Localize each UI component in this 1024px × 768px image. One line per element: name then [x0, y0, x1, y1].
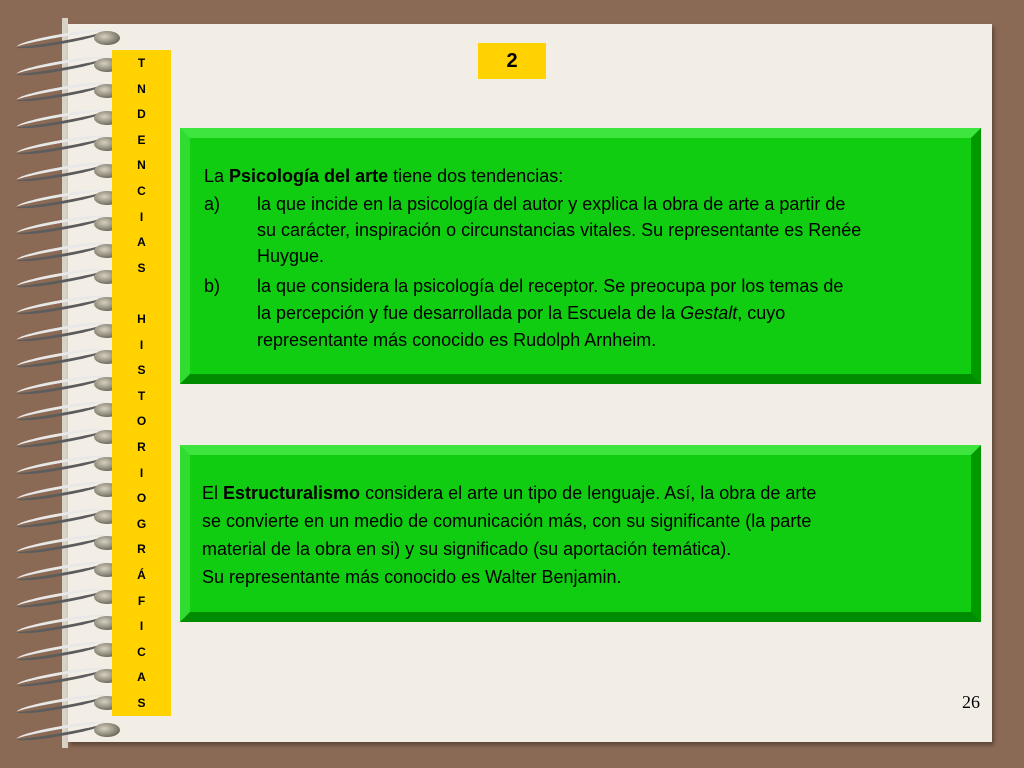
gestalt-term: Gestalt: [680, 303, 738, 323]
banner-letter: I: [139, 209, 144, 224]
spiral-ring: [16, 427, 114, 449]
banner-letter: S: [137, 363, 146, 378]
item-b-line2: la percepción y fue desarrollada por la Escuela de la Gestalt, cuyo: [257, 303, 786, 323]
banner-letter: R: [137, 440, 146, 454]
spiral-ring: [16, 374, 114, 396]
spiral-ring: [16, 214, 114, 236]
ring-wire: [16, 159, 106, 184]
spiral-ring: [16, 507, 114, 529]
spiral-ring: [16, 267, 114, 289]
banner-letter: A: [137, 235, 146, 250]
estructuralismo-line1: El Estructuralismo considera el arte un tipo de lenguaje. Así, la obra de arte: [202, 483, 817, 503]
psicologia-intro: La Psicología del arte tiene dos tendencias:: [204, 166, 564, 186]
ring-wire: [16, 399, 106, 424]
banner-letter: O: [136, 414, 147, 429]
spiral-ring: [16, 720, 114, 742]
spiral-ring: [16, 400, 114, 422]
ring-wire: [16, 186, 106, 211]
banner-letter: I: [139, 619, 144, 634]
banner-letter: T: [137, 56, 146, 70]
banner-letter: C: [137, 644, 146, 659]
ring-wire: [16, 478, 106, 503]
ring-wire: [16, 345, 106, 370]
spiral-ring: [16, 347, 114, 369]
item-b-line3: representante más conocido es Rudolph Arnheim.: [257, 330, 657, 350]
ring-hole: [94, 31, 120, 45]
ring-wire: [16, 638, 106, 663]
estructuralismo-line3: material de la obra en si) y su significado (su aportación temática).: [202, 539, 732, 559]
page-number: 26: [962, 692, 980, 712]
banner-letter: E: [137, 132, 146, 147]
ring-wire: [16, 319, 106, 344]
banner-letter: N: [137, 158, 146, 173]
ring-wire: [16, 133, 106, 158]
ring-wire: [16, 532, 106, 557]
ring-wire: [16, 372, 106, 397]
ring-wire: [16, 425, 106, 450]
ring-wire: [16, 53, 106, 78]
ring-hole: [94, 723, 120, 737]
spiral-ring: [16, 28, 114, 50]
ring-wire: [16, 292, 106, 317]
banner-letter: S: [137, 696, 146, 710]
spiral-ring: [16, 640, 114, 662]
slide-number-badge: 2: [478, 43, 546, 79]
banner-letter: Á: [137, 568, 146, 582]
banner-letter: N: [137, 81, 146, 96]
banner-letter: H: [137, 312, 146, 326]
spiral-ring: [16, 480, 114, 502]
ring-wire: [16, 611, 106, 636]
spiral-ring: [16, 587, 114, 609]
banner-letter: F: [137, 593, 146, 608]
spiral-ring: [16, 321, 114, 343]
spiral-ring: [16, 666, 114, 688]
item-a-line2: su carácter, inspiración o circunstancias vitales. Su representante es Renée: [257, 220, 862, 240]
list-marker-b: b): [204, 276, 221, 296]
spiral-ring: [16, 454, 114, 476]
banner-letter: A: [137, 670, 146, 685]
spiral-ring: [16, 188, 114, 210]
ring-wire: [16, 26, 106, 51]
ring-wire: [16, 79, 106, 104]
banner-letter: C: [137, 184, 146, 198]
ring-wire: [16, 266, 106, 291]
ring-wire: [16, 239, 106, 264]
banner-letter: O: [136, 491, 147, 506]
banner-letter: T: [137, 388, 146, 403]
item-a-line3: Huygue.: [257, 246, 325, 266]
spiral-ring: [16, 55, 114, 77]
banner-letter: D: [137, 107, 146, 122]
estructuralismo-line4: Su representante más conocido es Walter Benjamin.: [202, 567, 622, 587]
spiral-binding: [0, 24, 120, 744]
estructuralismo-line2: se convierte en un medio de comunicación más, con su significante (la parte: [202, 511, 812, 531]
spiral-ring: [16, 134, 114, 156]
banner-letter: S: [137, 260, 146, 275]
ring-wire: [16, 691, 106, 716]
ring-wire: [16, 212, 106, 237]
vertical-title-banner: [112, 50, 171, 716]
banner-letter: G: [136, 516, 147, 531]
ring-wire: [16, 585, 106, 610]
psicologia-term: Psicología del arte: [229, 166, 389, 186]
ring-wire: [16, 106, 106, 131]
estructuralismo-term: Estructuralismo: [223, 483, 361, 503]
spiral-ring: [16, 560, 114, 582]
ring-wire: [16, 718, 106, 743]
ring-wire: [16, 558, 106, 583]
spiral-ring: [16, 533, 114, 555]
ring-wire: [16, 452, 106, 477]
banner-letter: I: [139, 337, 144, 352]
list-marker-a: a): [204, 194, 221, 214]
item-b-line1: la que considera la psicología del receptor. Se preocupa por los temas de: [257, 276, 844, 296]
spiral-ring: [16, 613, 114, 635]
ring-wire: [16, 505, 106, 530]
banner-letter: R: [137, 542, 146, 557]
spiral-ring: [16, 693, 114, 715]
item-a-line1: la que incide en la psicología del autor y explica la obra de arte a partir de: [257, 194, 846, 214]
ring-wire: [16, 665, 106, 690]
spiral-ring: [16, 81, 114, 103]
spiral-ring: [16, 108, 114, 130]
spiral-ring: [16, 241, 114, 263]
banner-letter: I: [139, 465, 144, 480]
spiral-ring: [16, 161, 114, 183]
spiral-ring: [16, 294, 114, 316]
